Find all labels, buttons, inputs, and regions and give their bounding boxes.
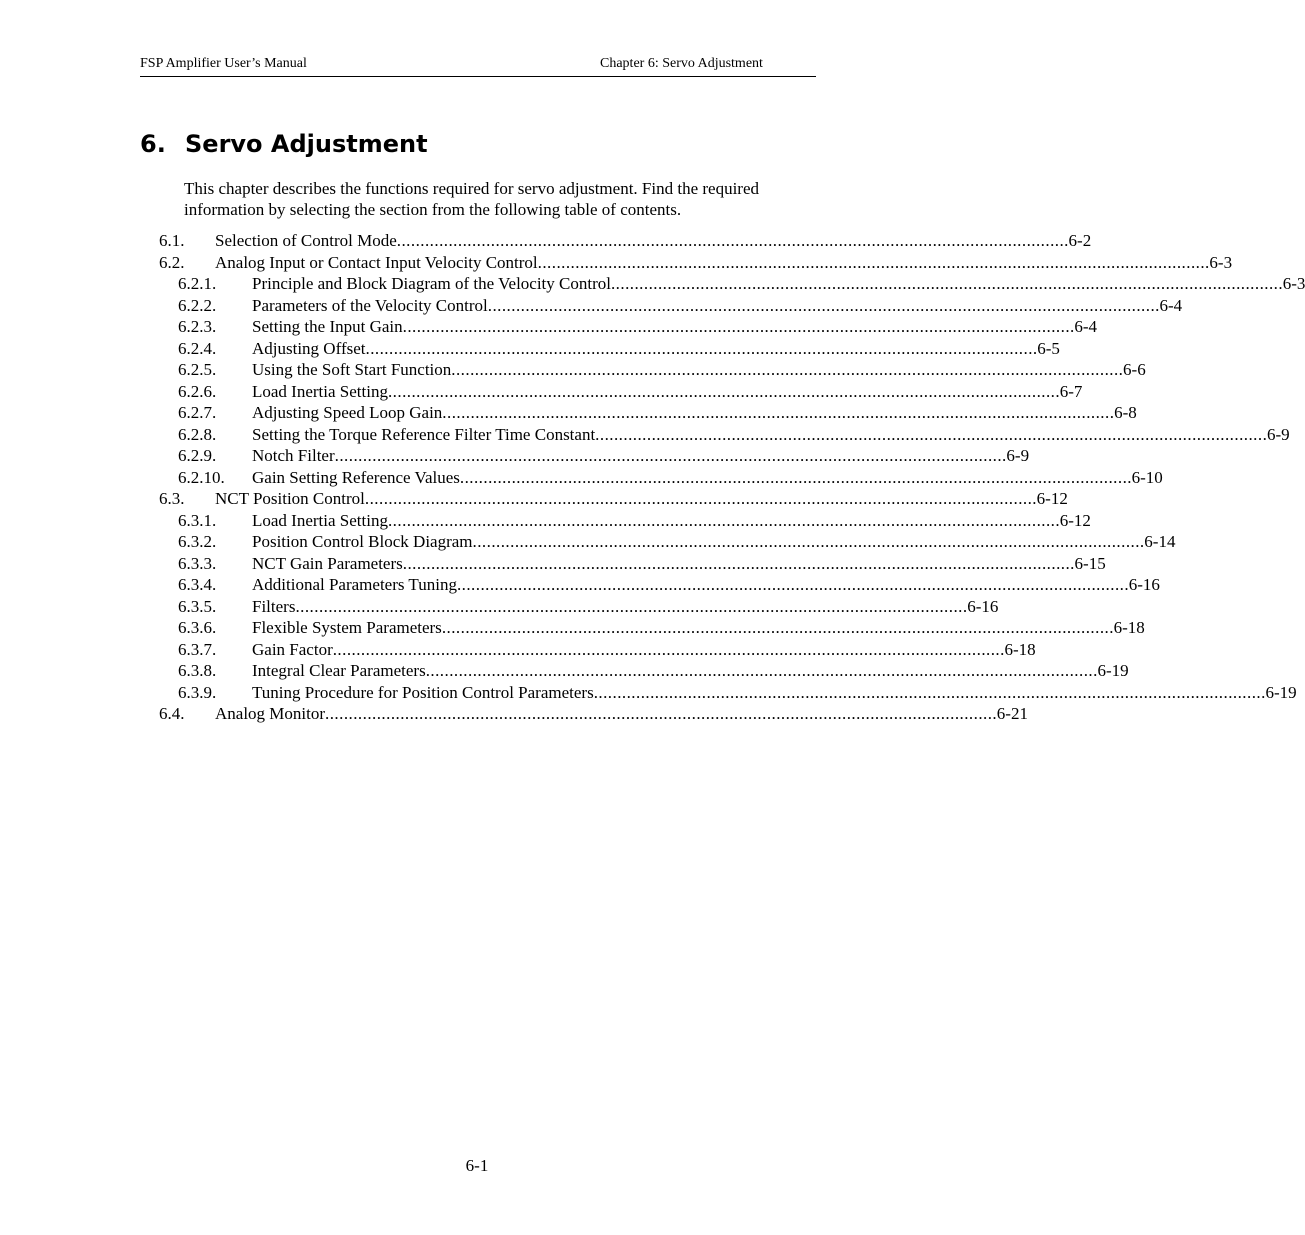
toc-entry-title: Analog Input or Contact Input Velocity Control <box>215 252 538 272</box>
toc-entry-title: Setting the Input Gain <box>252 317 403 336</box>
chapter-number: 6. <box>140 130 166 158</box>
toc-entry-number: 6.3.2. <box>178 532 217 551</box>
toc-entry-page: 6-19 <box>1265 682 1297 702</box>
toc-entry-title: Setting the Torque Reference Filter Time Constant <box>252 424 596 444</box>
toc-dot-leader <box>335 445 1005 467</box>
table-of-contents <box>159 230 1305 725</box>
toc-entry-page: 6-18 <box>1113 618 1145 637</box>
toc-dot-leader <box>388 510 1058 532</box>
toc-entry-title: Principle and Block Diagram of the Velocity Control <box>252 274 611 293</box>
toc-dot-leader <box>365 488 1035 510</box>
toc-entry-number: 6.1. <box>159 231 185 250</box>
toc-entry[interactable] <box>159 230 1092 252</box>
toc-entry[interactable] <box>159 316 1098 338</box>
toc-entry-title: Tuning Procedure for Position Control Parameters <box>252 682 594 702</box>
toc-entry[interactable] <box>159 424 1290 446</box>
toc-dot-leader <box>451 359 1121 381</box>
toc-entry[interactable] <box>159 574 1160 596</box>
toc-entry[interactable] <box>159 639 1036 661</box>
toc-entry[interactable] <box>159 553 1106 575</box>
toc-entry[interactable] <box>159 617 1145 639</box>
toc-entry-number: 6.2.2. <box>178 295 217 315</box>
toc-entry-page: 6-7 <box>1059 381 1083 401</box>
chapter-title-text: Servo Adjustment <box>185 130 428 158</box>
toc-entry-page: 6-15 <box>1074 553 1106 573</box>
toc-entry-title: Notch Filter <box>252 446 335 465</box>
toc-entry-page: 6-18 <box>1004 639 1036 659</box>
intro-paragraph: This chapter describes the functions required for servo adjustment. Find the required information by selecting the section from the following table of contents. <box>184 179 759 219</box>
toc-dot-leader <box>488 295 1158 317</box>
toc-entry-title: Load Inertia Setting <box>252 510 388 530</box>
toc-entry-page: 6-2 <box>1068 231 1092 250</box>
toc-entry-title: Gain Setting Reference Values <box>252 467 460 487</box>
toc-dot-leader <box>442 402 1112 424</box>
toc-entry[interactable] <box>159 488 1068 510</box>
toc-dot-leader <box>366 338 1036 360</box>
toc-entry-title: Parameters of the Velocity Control <box>252 295 488 315</box>
toc-entry-number: 6.4. <box>159 704 185 723</box>
toc-entry-page: 6-16 <box>967 596 999 616</box>
toc-entry-page: 6-6 <box>1123 360 1146 379</box>
toc-entry[interactable] <box>159 660 1129 682</box>
toc-entry-number: 6.2.1. <box>178 274 217 293</box>
toc-entry-title: Additional Parameters Tuning <box>252 575 457 594</box>
toc-entry-page: 6-12 <box>1036 489 1068 508</box>
toc-entry-number: 6.2.10. <box>178 467 225 487</box>
toc-entry-number: 6.2.4. <box>178 338 217 358</box>
chapter-heading <box>140 130 428 158</box>
toc-entry-title: Analog Monitor <box>215 704 326 723</box>
toc-entry-page: 6-10 <box>1131 467 1163 487</box>
toc-entry-number: 6.3.9. <box>178 682 217 702</box>
toc-entry[interactable] <box>159 402 1137 424</box>
toc-entry[interactable] <box>159 381 1083 403</box>
toc-entry-title: Load Inertia Setting <box>252 381 388 401</box>
toc-entry-number: 6.2.8. <box>178 424 217 444</box>
toc-entry[interactable] <box>159 596 999 618</box>
toc-entry-page: 6-9 <box>1006 446 1030 465</box>
toc-entry-page: 6-9 <box>1266 424 1290 444</box>
toc-dot-leader <box>325 703 995 725</box>
toc-dot-leader <box>403 316 1073 338</box>
toc-entry-title: NCT Position Control <box>215 489 365 508</box>
toc-entry-number: 6.2.3. <box>178 317 217 336</box>
toc-entry-title: Selection of Control Mode <box>215 231 397 250</box>
toc-dot-leader <box>388 381 1058 403</box>
toc-entry-page: 6-21 <box>996 704 1028 723</box>
toc-dot-leader <box>473 531 1143 553</box>
toc-entry-number: 6.2. <box>159 252 185 272</box>
toc-entry-number: 6.2.9. <box>178 446 217 465</box>
header-chapter-title: Chapter 6: Servo Adjustment <box>600 56 763 71</box>
toc-entry-page: 6-4 <box>1074 317 1098 336</box>
toc-dot-leader <box>460 467 1130 489</box>
toc-entry-page: 6-19 <box>1097 661 1129 680</box>
toc-entry[interactable] <box>159 252 1233 274</box>
toc-entry-number: 6.3.3. <box>178 553 217 573</box>
toc-dot-leader <box>397 230 1067 252</box>
toc-entry-title: Integral Clear Parameters <box>252 661 426 680</box>
toc-entry-page: 6-5 <box>1037 338 1060 358</box>
toc-dot-leader <box>595 424 1265 446</box>
toc-entry-number: 6.3. <box>159 489 185 508</box>
toc-entry[interactable] <box>159 273 1305 295</box>
toc-entry-title: Adjusting Offset <box>252 338 366 358</box>
toc-entry-page: 6-3 <box>1282 274 1305 293</box>
toc-entry-title: Using the Soft Start Function <box>252 360 452 379</box>
toc-entry-page: 6-8 <box>1114 403 1137 422</box>
toc-entry-page: 6-3 <box>1209 252 1233 272</box>
toc-entry-title: Gain Factor <box>252 639 333 659</box>
toc-dot-leader <box>426 660 1096 682</box>
toc-entry-number: 6.2.5. <box>178 360 217 379</box>
toc-entry-number: 6.3.7. <box>178 639 217 659</box>
toc-entry-title: Filters <box>252 596 296 616</box>
toc-entry[interactable] <box>159 445 1030 467</box>
toc-entry-title: Flexible System Parameters <box>252 618 442 637</box>
toc-dot-leader <box>538 252 1208 274</box>
toc-dot-leader <box>295 596 965 618</box>
toc-entry-title: NCT Gain Parameters <box>252 553 403 573</box>
toc-entry-number: 6.3.1. <box>178 510 217 530</box>
toc-entry[interactable] <box>159 510 1091 532</box>
toc-entry-number: 6.3.4. <box>178 575 217 594</box>
toc-entry-number: 6.3.6. <box>178 618 217 637</box>
toc-entry-page: 6-16 <box>1128 575 1160 594</box>
toc-entry-number: 6.2.7. <box>178 403 217 422</box>
toc-entry[interactable] <box>159 682 1297 704</box>
toc-entry[interactable] <box>159 531 1176 553</box>
toc-dot-leader <box>442 617 1112 639</box>
toc-entry-title: Position Control Block Diagram <box>252 532 473 551</box>
toc-dot-leader <box>333 639 1003 661</box>
toc-entry-title: Adjusting Speed Loop Gain <box>252 403 443 422</box>
toc-entry-page: 6-14 <box>1144 532 1176 551</box>
toc-entry[interactable] <box>159 338 1060 360</box>
toc-dot-leader <box>594 682 1264 704</box>
toc-dot-leader <box>457 574 1127 596</box>
toc-entry[interactable] <box>159 359 1146 381</box>
toc-entry[interactable] <box>159 703 1028 725</box>
toc-entry-page: 6-12 <box>1059 510 1091 530</box>
toc-entry-page: 6-4 <box>1159 295 1183 315</box>
toc-entry-number: 6.2.6. <box>178 381 217 401</box>
toc-entry[interactable] <box>159 467 1163 489</box>
header-manual-title: FSP Amplifier User’s Manual <box>140 56 307 71</box>
toc-entry[interactable] <box>159 295 1183 317</box>
page-header <box>140 56 816 77</box>
page-number: 6-1 <box>465 1156 489 1175</box>
toc-dot-leader <box>611 273 1281 295</box>
toc-entry-number: 6.3.5. <box>178 596 217 616</box>
toc-entry-number: 6.3.8. <box>178 661 217 680</box>
toc-dot-leader <box>403 553 1073 575</box>
